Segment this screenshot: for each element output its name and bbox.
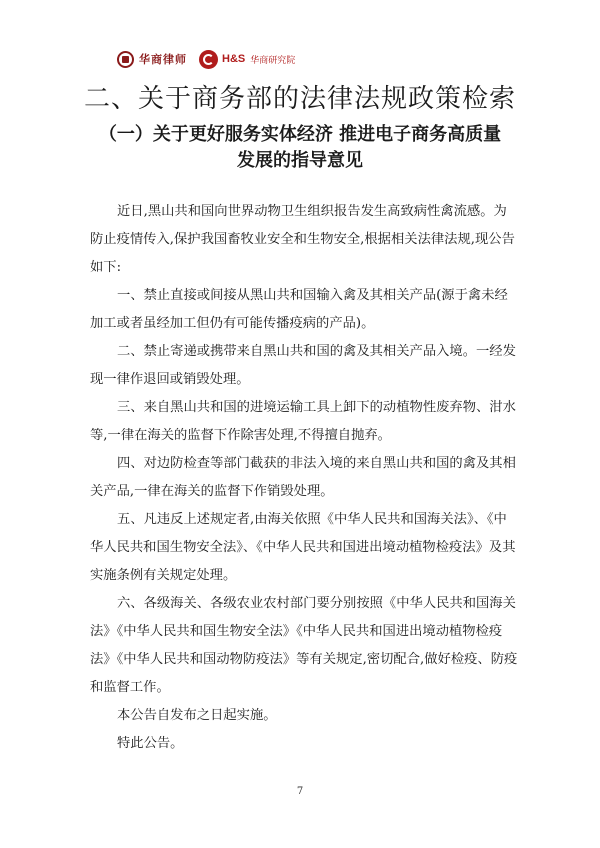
- page-number: 7: [296, 786, 304, 797]
- paragraph-closing: 特此公告。: [117, 736, 184, 751]
- research-logo-text: H&S: [222, 53, 246, 65]
- document-title: 二、关于商务部的法律法规政策检索: [83, 84, 516, 114]
- firm-logo-text: 华商律师: [139, 53, 187, 66]
- firm-logo: [117, 51, 187, 68]
- paragraph-item-2: 二、禁止寄递或携带来自黑山共和国的禽及其相关产品入境。一经发现一律作退回或销毁处理。: [90, 344, 516, 387]
- firm-logo-icon: [117, 51, 134, 68]
- document-subtitle-line2: 发展的指导意见: [237, 150, 363, 171]
- paragraph-item-6: 六、各级海关、各级农业农村部门要分别按照《中华人民共和国海关法》《中华人民共和国生物安全法》《中华人民共和国进出境动植物检疫法》《中华人民共和国动物防疫法》等有关规定,密切配合,做好检疫、防疫和监督工作。: [90, 596, 518, 695]
- paragraph-intro: 近日,黑山共和国向世界动物卫生组织报告发生高致病性禽流感。为防止疫情传入,保护我国畜牧业安全和生物安全,根据相关法律法规,现公告如下:: [90, 204, 515, 275]
- research-logo: [187, 50, 295, 69]
- paragraph-item-3: 三、来自黑山共和国的进境运输工具上卸下的动植物性废弃物、泔水等,一律在海关的监督下作除害处理,不得擅自抛弃。: [90, 400, 516, 443]
- paragraph-item-1: 一、禁止直接或间接从黑山共和国输入禽及其相关产品(源于禽未经加工或者虽经加工但仍有可能传播疫病的产品)。: [90, 288, 508, 331]
- document-subtitle-line1: （一）关于更好服务实体经济 推进电子商务高质量: [98, 124, 502, 145]
- paragraph-item-4: 四、对边防检查等部门截获的非法入境的来自黑山共和国的禽及其相关产品,一律在海关的监督下作销毁处理。: [90, 456, 516, 499]
- research-logo-icon: [199, 50, 218, 69]
- paragraph-item-5: 五、凡违反上述规定者,由海关依照《中华人民共和国海关法》、《中华人民共和国生物安全法》、《中华人民共和国进出境动植物检疫法》及其实施条例有关规定处理。: [90, 512, 516, 583]
- paragraph-effective: 本公告自发布之日起实施。: [117, 708, 277, 723]
- header-logos: [117, 48, 295, 70]
- research-logo-subtext: 华商研究院: [250, 55, 296, 66]
